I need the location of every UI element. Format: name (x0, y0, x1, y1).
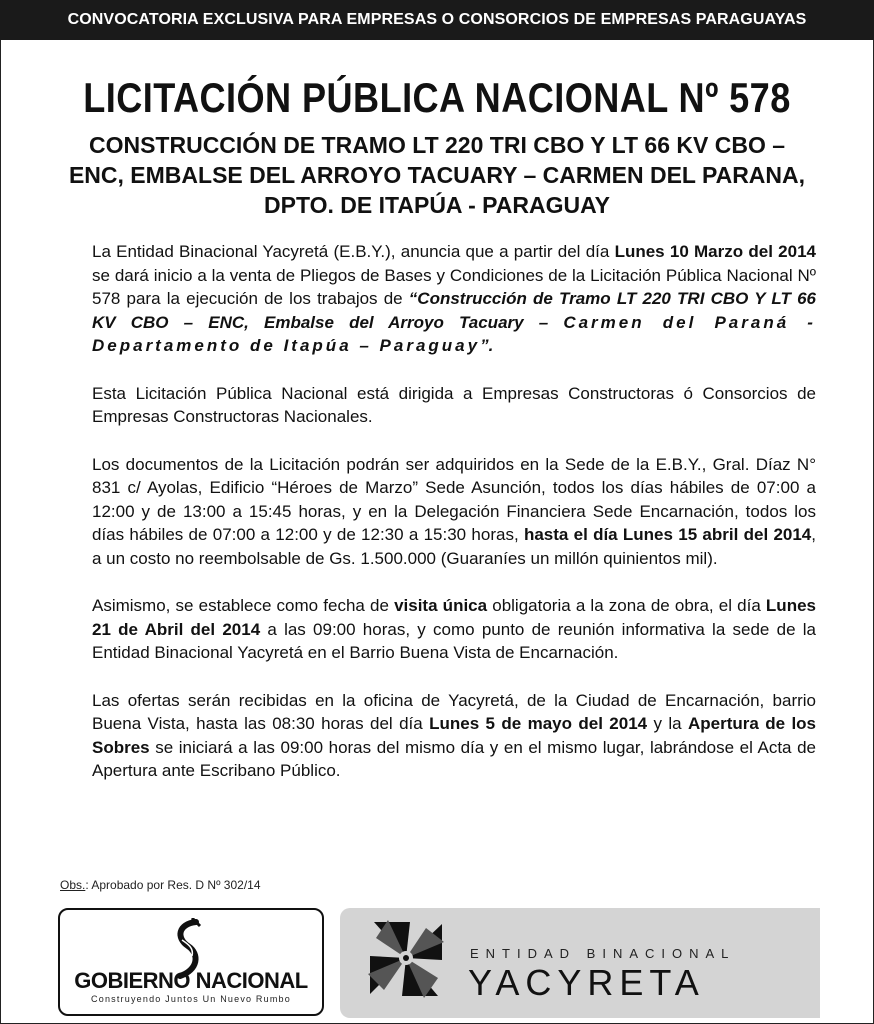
subtitle (40, 130, 834, 220)
text-run: La Entidad Binacional Yacyretá (E.B.Y.), anuncia que a partir del día (92, 242, 615, 261)
text-run: y la (647, 714, 688, 733)
page-title: LICITACIÓN PÚBLICA NACIONAL Nº 578 (83, 74, 791, 121)
paragraph-documents (92, 453, 816, 571)
eby-entity-label: ENTIDAD BINACIONAL (470, 946, 736, 961)
quote-close: ”. (480, 336, 494, 355)
subtitle-line: ENC, EMBALSE DEL ARROYO TACUARY – CARMEN DEL PARANA, (68, 162, 806, 188)
text-run: , a un costo no reembolsable de Gs. 1.500.000 (Guaraníes un millón quinientos mil). (92, 525, 816, 568)
paragraph-announcement (92, 240, 816, 358)
opening-label: Apertura de los Sobres (92, 714, 817, 757)
paragraph-eligibility: Esta Licitación Pública Nacional está dirigida a Empresas Constructoras ó Consorcios de Empresas Constructoras Nacionales. (92, 383, 816, 426)
obs-text: : Aprobado por Res. D Nº 302/14 (85, 878, 261, 892)
paragraph-site-visit (92, 594, 816, 665)
text-run: se iniciará a las 09:00 horas del mismo día y en el mismo lugar, labrándose el Acta de Apertura ante Escribano Público. (92, 737, 816, 780)
project-location: Carmen del Paraná - Departamento de Itapúa – Paraguay (92, 312, 816, 355)
visit-date: Lunes 21 de Abril del 2014 (92, 596, 816, 639)
start-date: Lunes 10 Marzo del 2014 (614, 242, 816, 261)
eby-name: YACYRETA (468, 962, 705, 1003)
visit-label: visita única (394, 596, 488, 615)
text-run: obligatoria a la zona de obra, el día (487, 596, 766, 615)
observation-note (60, 878, 261, 892)
text-run: se dará inicio a la venta de Pliegos de Bases y Condiciones de la Licitación Pública Nacional Nº 578 para la ejecución de los trabajos de (92, 265, 816, 308)
gobierno-nacional-logo (58, 908, 324, 1016)
offer-deadline: Lunes 5 de mayo del 2014 (429, 714, 648, 733)
text-run: Los documentos de la Licitación podrán ser adquiridos en la Sede de la E.B.Y., Gral. Díaz N° 831 c/ Ayolas, Edificio “Héroes de Marzo” Sede Asunción, todos los días hábiles de 07:00 a 12:00 y de 13:00 a 15:45 horas, y en la Delegación Financiera Sede Encarnación, todos los días hábiles de 07:00 a 12:00 y de 12:30 a 15:30 horas, (92, 454, 816, 544)
subtitle-line: DPTO. DE ITAPÚA - PARAGUAY (264, 192, 610, 218)
sale-deadline: hasta el día Lunes 15 abril del 2014 (523, 525, 812, 544)
obs-label: Obs. (60, 878, 86, 892)
subtitle-line: CONSTRUCCIÓN DE TRAMO LT 220 TRI CBO Y LT 66 KV CBO – (88, 132, 786, 158)
top-banner: CONVOCATORIA EXCLUSIVA PARA EMPRESAS O CONSORCIOS DE EMPRESAS PARAGUAYAS (0, 0, 874, 40)
project-name: “Construcción de Tramo LT 220 TRI CBO Y LT 66 KV CBO – ENC, Embalse del Arroyo Tacuary – (92, 289, 816, 332)
notice-body (92, 240, 816, 807)
text-run: Asimismo, se establece como fecha de (92, 596, 395, 615)
paragraph-offers (92, 689, 816, 783)
yacyreta-logo (340, 908, 820, 1018)
text-run: a las 09:00 horas, y como punto de reunión informativa la sede de la Entidad Binacional Yacyretá en el Barrio Buena Vista de Encarnación. (92, 619, 816, 662)
gov-tagline: Construyendo Juntos Un Nuevo Rumbo (91, 994, 291, 1004)
text-run: Las ofertas serán recibidas en la oficina de Yacyretá, de la Ciudad de Encarnación, barrio Buena Vista, hasta las 08:30 horas del día (92, 690, 816, 733)
yacyreta-spiral-mark-icon (366, 916, 446, 1000)
gov-name: GOBIERNO NACIONAL (74, 968, 308, 993)
